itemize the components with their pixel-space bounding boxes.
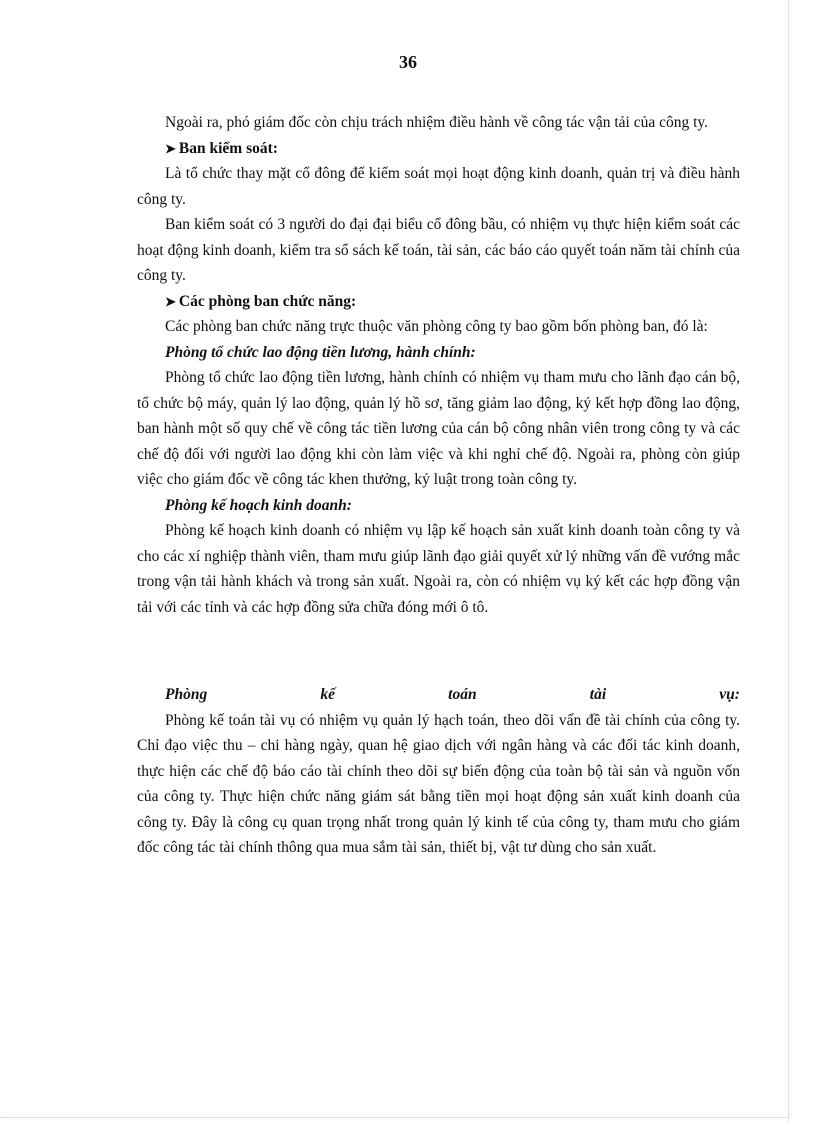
subheading-word: tài: [589, 686, 607, 703]
paragraph-supervisory-members: Ban kiểm soát có 3 người do đại đại biểu cổ đông bầu, có nhiệm vụ thực hiện kiểm soát các hoạt động kinh doanh, kiểm tra sổ sách kế toán, tài sản, các báo cáo quyết toán năm tài chính của công ty.: [137, 216, 740, 284]
subheading-word: kế: [320, 686, 336, 703]
arrow-bullet-icon: ➤: [165, 293, 176, 309]
heading-text: Các phòng ban chức năng:: [178, 292, 357, 310]
paragraph-business-planning: Phòng kế hoạch kinh doanh có nhiệm vụ lập kế hoạch sản xuất kinh doanh toàn công ty và cho các xí nghiệp thành viên, tham mưu giúp lãnh đạo giải quyết xử lý những vấn đề vướng mắc trong vận tải hành khách và trong sản xuất. Ngoài ra, còn có nhiệm vụ ký kết các hợp đồng vận tải với các tỉnh và các hợp đồng sửa chữa đóng mới ô tô.: [137, 522, 740, 616]
heading-supervisory-board: [137, 136, 740, 162]
paragraph-supervisory-role: Là tổ chức thay mặt cổ đông để kiểm soát mọi hoạt động kinh doanh, quản trị và điều hành công ty.: [137, 165, 740, 208]
paragraph-vice-director: Ngoài ra, phó giám đốc còn chịu trách nhiệm điều hành về công tác vận tải của công ty.: [165, 114, 709, 131]
vertical-gap: [137, 620, 740, 682]
subheading-hr-admin: Phòng tổ chức lao động tiền lương, hành chính:: [165, 343, 476, 361]
heading-text: Ban kiểm soát:: [178, 139, 278, 157]
arrow-bullet-icon: ➤: [165, 140, 176, 156]
document-body: [137, 110, 740, 861]
subheading-word: Phòng: [165, 686, 208, 703]
page-frame-right: [788, 0, 789, 1123]
page-number: 36: [399, 52, 417, 72]
subheading-word: vụ:: [719, 686, 740, 703]
paragraph-hr-admin: Phòng tổ chức lao động tiền lương, hành chính có nhiệm vụ tham mưu cho lãnh đạo cán bộ, tổ chức bộ máy, quản lý lao động, quản lý hồ sơ, tăng giảm lao động, ký kết hợp đồng lao động, ban hành một số quy chế về công tác tiền lương của cán bộ công nhân viên trong công ty và các chế độ đối với người lao động khi còn làm việc và khi nghỉ chế độ. Ngoài ra, phòng còn giúp việc cho giám đốc về công tác khen thưởng, kỷ luật trong toàn công ty.: [137, 369, 740, 488]
heading-functional-departments: [137, 289, 740, 315]
paragraph-departments-intro: Các phòng ban chức năng trực thuộc văn phòng công ty bao gồm bốn phòng ban, đó là:: [165, 318, 708, 335]
paragraph-accounting: Phòng kế toán tài vụ có nhiệm vụ quản lý hạch toán, theo dõi vấn đề tài chính của công ty. Chỉ đạo việc thu – chi hàng ngày, quan hệ giao dịch với ngân hàng và các đối tác kinh doanh, thực hiện các chế độ báo cáo tài chính theo dõi sự biến động của toàn bộ tài sản và nguồn vốn của công ty. Thực hiện chức năng giám sát bằng tiền mọi hoạt động sản xuất kinh doanh của công ty. Đây là công cụ quan trọng nhất trong quản lý kinh tế của công ty, tham mưu cho giám đốc công tác tài chính thông qua mua sắm tài sản, thiết bị, vật tư dùng cho sản xuất.: [137, 711, 740, 856]
subheading-business-planning: Phòng kế hoạch kinh doanh:: [165, 496, 352, 514]
subheading-word: toán: [448, 686, 477, 703]
subheading-accounting: [137, 682, 740, 708]
page-frame-bottom: [0, 1117, 788, 1118]
